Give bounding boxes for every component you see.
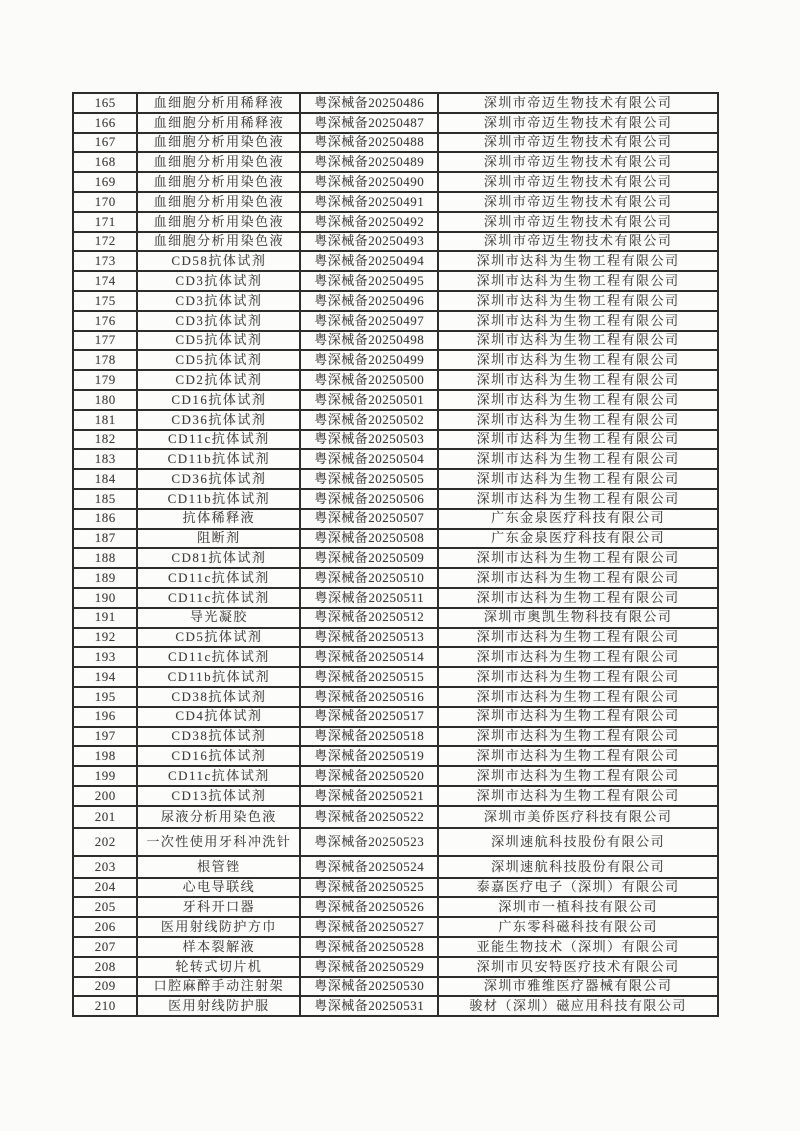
registration-number: 粤深械备20250493 xyxy=(300,232,438,252)
table-row xyxy=(73,897,718,917)
product-name: CD16抗体试剂 xyxy=(137,746,300,766)
registration-number: 粤深械备20250513 xyxy=(300,628,438,648)
registration-number: 粤深械备20250507 xyxy=(300,509,438,529)
registration-number: 粤深械备20250525 xyxy=(300,878,438,898)
registration-number: 粤深械备20250505 xyxy=(300,469,438,489)
company-name: 深圳市一植科技有限公司 xyxy=(438,897,718,917)
company-name: 深圳市贝安特医疗技术有限公司 xyxy=(438,957,718,977)
company-name: 深圳市达科为生物工程有限公司 xyxy=(438,628,718,648)
company-name: 深圳市达科为生物工程有限公司 xyxy=(438,350,718,370)
product-name: CD38抗体试剂 xyxy=(137,687,300,707)
company-name: 广东金泉医疗科技有限公司 xyxy=(438,509,718,529)
registration-number: 粤深械备20250496 xyxy=(300,291,438,311)
company-name: 深圳市达科为生物工程有限公司 xyxy=(438,568,718,588)
registration-number: 粤深械备20250529 xyxy=(300,957,438,977)
registration-number: 粤深械备20250523 xyxy=(300,828,438,856)
registration-number: 粤深械备20250508 xyxy=(300,529,438,549)
table-row xyxy=(73,806,718,828)
product-name: CD38抗体试剂 xyxy=(137,727,300,747)
registration-number: 粤深械备20250497 xyxy=(300,311,438,331)
registration-number: 粤深械备20250510 xyxy=(300,568,438,588)
row-number: 175 xyxy=(73,291,137,311)
company-name: 深圳市达科为生物工程有限公司 xyxy=(438,251,718,271)
company-name: 深圳市达科为生物工程有限公司 xyxy=(438,311,718,331)
company-name: 深圳市达科为生物工程有限公司 xyxy=(438,449,718,469)
product-name: CD11c抗体试剂 xyxy=(137,430,300,450)
row-number: 207 xyxy=(73,937,137,957)
registration-number: 粤深械备20250515 xyxy=(300,667,438,687)
table-row xyxy=(73,232,718,252)
registration-number: 粤深械备20250498 xyxy=(300,331,438,351)
company-name: 深圳市达科为生物工程有限公司 xyxy=(438,469,718,489)
row-number: 196 xyxy=(73,707,137,727)
table-row xyxy=(73,878,718,898)
registration-number: 粤深械备20250511 xyxy=(300,588,438,608)
registration-number: 粤深械备20250520 xyxy=(300,766,438,786)
registration-number: 粤深械备20250517 xyxy=(300,707,438,727)
registration-number: 粤深械备20250499 xyxy=(300,350,438,370)
product-name: 牙科开口器 xyxy=(137,897,300,917)
registration-number: 粤深械备20250521 xyxy=(300,786,438,806)
table-row xyxy=(73,529,718,549)
product-name: CD81抗体试剂 xyxy=(137,548,300,568)
company-name: 深圳市达科为生物工程有限公司 xyxy=(438,727,718,747)
company-name: 深圳市达科为生物工程有限公司 xyxy=(438,588,718,608)
row-number: 198 xyxy=(73,746,137,766)
row-number: 173 xyxy=(73,251,137,271)
table-row xyxy=(73,957,718,977)
table-row xyxy=(73,133,718,153)
registration-number: 粤深械备20250502 xyxy=(300,410,438,430)
registration-number: 粤深械备20250500 xyxy=(300,370,438,390)
registration-number: 粤深械备20250487 xyxy=(300,113,438,133)
table-row xyxy=(73,509,718,529)
registration-number: 粤深械备20250522 xyxy=(300,806,438,828)
row-number: 192 xyxy=(73,628,137,648)
table-row xyxy=(73,469,718,489)
registration-number: 粤深械备20250518 xyxy=(300,727,438,747)
row-number: 179 xyxy=(73,370,137,390)
company-name: 深圳市达科为生物工程有限公司 xyxy=(438,370,718,390)
row-number: 202 xyxy=(73,828,137,856)
table-row xyxy=(73,996,718,1016)
row-number: 181 xyxy=(73,410,137,430)
row-number: 166 xyxy=(73,113,137,133)
registration-number: 粤深械备20250492 xyxy=(300,212,438,232)
table-row xyxy=(73,152,718,172)
product-name: 一次性使用牙科冲洗针 xyxy=(137,828,300,856)
row-number: 174 xyxy=(73,271,137,291)
row-number: 165 xyxy=(73,93,137,113)
company-name: 深圳市达科为生物工程有限公司 xyxy=(438,271,718,291)
product-name: 血细胞分析用染色液 xyxy=(137,232,300,252)
table-row xyxy=(73,568,718,588)
row-number: 205 xyxy=(73,897,137,917)
table-row xyxy=(73,746,718,766)
company-name: 骏材（深圳）磁应用科技有限公司 xyxy=(438,996,718,1016)
registration-number: 粤深械备20250512 xyxy=(300,608,438,628)
product-name: 血细胞分析用染色液 xyxy=(137,192,300,212)
company-name: 深圳市达科为生物工程有限公司 xyxy=(438,291,718,311)
product-name: CD16抗体试剂 xyxy=(137,390,300,410)
company-name: 广东零科磁科技有限公司 xyxy=(438,917,718,937)
company-name: 泰嘉医疗电子（深圳）有限公司 xyxy=(438,878,718,898)
company-name: 深圳市帝迈生物技术有限公司 xyxy=(438,212,718,232)
registration-number: 粤深械备20250486 xyxy=(300,93,438,113)
table-row xyxy=(73,449,718,469)
product-name: CD3抗体试剂 xyxy=(137,311,300,331)
device-registry-table xyxy=(72,92,719,1017)
table-row xyxy=(73,687,718,707)
table-row xyxy=(73,192,718,212)
registration-number: 粤深械备20250504 xyxy=(300,449,438,469)
company-name: 深圳市达科为生物工程有限公司 xyxy=(438,489,718,509)
company-name: 深圳市帝迈生物技术有限公司 xyxy=(438,192,718,212)
table-row xyxy=(73,707,718,727)
company-name: 深圳市帝迈生物技术有限公司 xyxy=(438,93,718,113)
company-name: 深圳市达科为生物工程有限公司 xyxy=(438,687,718,707)
row-number: 197 xyxy=(73,727,137,747)
row-number: 203 xyxy=(73,856,137,878)
product-name: CD5抗体试剂 xyxy=(137,331,300,351)
row-number: 168 xyxy=(73,152,137,172)
table-row xyxy=(73,390,718,410)
row-number: 199 xyxy=(73,766,137,786)
company-name: 深圳市达科为生物工程有限公司 xyxy=(438,430,718,450)
table-row xyxy=(73,628,718,648)
row-number: 172 xyxy=(73,232,137,252)
row-number: 195 xyxy=(73,687,137,707)
registration-number: 粤深械备20250528 xyxy=(300,937,438,957)
company-name: 深圳市帝迈生物技术有限公司 xyxy=(438,152,718,172)
row-number: 171 xyxy=(73,212,137,232)
table-row xyxy=(73,172,718,192)
table-row xyxy=(73,937,718,957)
product-name: 阻断剂 xyxy=(137,529,300,549)
table-row xyxy=(73,212,718,232)
row-number: 182 xyxy=(73,430,137,450)
table-row xyxy=(73,93,718,113)
product-name: CD2抗体试剂 xyxy=(137,370,300,390)
company-name: 广东金泉医疗科技有限公司 xyxy=(438,529,718,549)
table-row xyxy=(73,856,718,878)
product-name: 血细胞分析用稀释液 xyxy=(137,93,300,113)
row-number: 208 xyxy=(73,957,137,977)
product-name: CD11c抗体试剂 xyxy=(137,588,300,608)
table-row xyxy=(73,350,718,370)
row-number: 186 xyxy=(73,509,137,529)
table-row xyxy=(73,667,718,687)
registration-number: 粤深械备20250490 xyxy=(300,172,438,192)
company-name: 深圳市帝迈生物技术有限公司 xyxy=(438,232,718,252)
company-name: 深圳市达科为生物工程有限公司 xyxy=(438,410,718,430)
product-name: 血细胞分析用稀释液 xyxy=(137,113,300,133)
registration-number: 粤深械备20250495 xyxy=(300,271,438,291)
product-name: CD5抗体试剂 xyxy=(137,350,300,370)
company-name: 深圳市雅维医疗器械有限公司 xyxy=(438,977,718,997)
row-number: 194 xyxy=(73,667,137,687)
table-row xyxy=(73,727,718,747)
row-number: 190 xyxy=(73,588,137,608)
row-number: 188 xyxy=(73,548,137,568)
row-number: 187 xyxy=(73,529,137,549)
registration-number: 粤深械备20250488 xyxy=(300,133,438,153)
product-name: 导光凝胶 xyxy=(137,608,300,628)
row-number: 189 xyxy=(73,568,137,588)
table-row xyxy=(73,430,718,450)
row-number: 176 xyxy=(73,311,137,331)
registration-number: 粤深械备20250491 xyxy=(300,192,438,212)
company-name: 深圳市达科为生物工程有限公司 xyxy=(438,667,718,687)
registration-number: 粤深械备20250514 xyxy=(300,647,438,667)
product-name: CD4抗体试剂 xyxy=(137,707,300,727)
registration-number: 粤深械备20250509 xyxy=(300,548,438,568)
company-name: 深圳市达科为生物工程有限公司 xyxy=(438,786,718,806)
row-number: 169 xyxy=(73,172,137,192)
registration-number: 粤深械备20250530 xyxy=(300,977,438,997)
company-name: 深圳市帝迈生物技术有限公司 xyxy=(438,113,718,133)
product-name: CD58抗体试剂 xyxy=(137,251,300,271)
product-name: 医用射线防护方巾 xyxy=(137,917,300,937)
table-row xyxy=(73,113,718,133)
product-name: CD11c抗体试剂 xyxy=(137,647,300,667)
company-name: 深圳市帝迈生物技术有限公司 xyxy=(438,172,718,192)
product-name: 样本裂解液 xyxy=(137,937,300,957)
registration-number: 粤深械备20250506 xyxy=(300,489,438,509)
table-row xyxy=(73,331,718,351)
row-number: 183 xyxy=(73,449,137,469)
product-name: 血细胞分析用染色液 xyxy=(137,172,300,192)
table-row xyxy=(73,489,718,509)
registration-number: 粤深械备20250503 xyxy=(300,430,438,450)
table-row xyxy=(73,608,718,628)
row-number: 184 xyxy=(73,469,137,489)
table-row xyxy=(73,291,718,311)
row-number: 193 xyxy=(73,647,137,667)
row-number: 209 xyxy=(73,977,137,997)
product-name: CD3抗体试剂 xyxy=(137,271,300,291)
table-row xyxy=(73,311,718,331)
product-name: 医用射线防护服 xyxy=(137,996,300,1016)
product-name: 口腔麻醉手动注射架 xyxy=(137,977,300,997)
table-row xyxy=(73,828,718,856)
company-name: 深圳市达科为生物工程有限公司 xyxy=(438,766,718,786)
company-name: 深圳市美侨医疗科技有限公司 xyxy=(438,806,718,828)
registration-number: 粤深械备20250527 xyxy=(300,917,438,937)
product-name: CD11b抗体试剂 xyxy=(137,667,300,687)
registration-number: 粤深械备20250526 xyxy=(300,897,438,917)
registration-number: 粤深械备20250501 xyxy=(300,390,438,410)
table-row xyxy=(73,786,718,806)
registration-number: 粤深械备20250516 xyxy=(300,687,438,707)
company-name: 深圳市达科为生物工程有限公司 xyxy=(438,746,718,766)
company-name: 深圳市达科为生物工程有限公司 xyxy=(438,707,718,727)
table-row xyxy=(73,977,718,997)
row-number: 201 xyxy=(73,806,137,828)
product-name: CD5抗体试剂 xyxy=(137,628,300,648)
product-name: CD36抗体试剂 xyxy=(137,410,300,430)
row-number: 185 xyxy=(73,489,137,509)
registration-number: 粤深械备20250531 xyxy=(300,996,438,1016)
company-name: 深圳速航科技股份有限公司 xyxy=(438,828,718,856)
company-name: 深圳市帝迈生物技术有限公司 xyxy=(438,133,718,153)
product-name: 血细胞分析用染色液 xyxy=(137,152,300,172)
row-number: 178 xyxy=(73,350,137,370)
registration-number: 粤深械备20250489 xyxy=(300,152,438,172)
row-number: 191 xyxy=(73,608,137,628)
table-row xyxy=(73,548,718,568)
table-row xyxy=(73,370,718,390)
row-number: 167 xyxy=(73,133,137,153)
row-number: 200 xyxy=(73,786,137,806)
product-name: CD3抗体试剂 xyxy=(137,291,300,311)
row-number: 170 xyxy=(73,192,137,212)
table-row xyxy=(73,251,718,271)
table-row xyxy=(73,766,718,786)
row-number: 204 xyxy=(73,878,137,898)
company-name: 亚能生物技术（深圳）有限公司 xyxy=(438,937,718,957)
product-name: CD11c抗体试剂 xyxy=(137,568,300,588)
table-row xyxy=(73,647,718,667)
registration-number: 粤深械备20250494 xyxy=(300,251,438,271)
row-number: 210 xyxy=(73,996,137,1016)
device-table-body xyxy=(73,93,718,1016)
product-name: CD11b抗体试剂 xyxy=(137,489,300,509)
row-number: 177 xyxy=(73,331,137,351)
company-name: 深圳市奥凯生物科技有限公司 xyxy=(438,608,718,628)
product-name: 抗体稀释液 xyxy=(137,509,300,529)
row-number: 180 xyxy=(73,390,137,410)
product-name: CD11b抗体试剂 xyxy=(137,449,300,469)
product-name: 心电导联线 xyxy=(137,878,300,898)
registration-number: 粤深械备20250519 xyxy=(300,746,438,766)
table-row xyxy=(73,271,718,291)
table-row xyxy=(73,410,718,430)
table-row xyxy=(73,588,718,608)
registration-number: 粤深械备20250524 xyxy=(300,856,438,878)
company-name: 深圳市达科为生物工程有限公司 xyxy=(438,390,718,410)
company-name: 深圳市达科为生物工程有限公司 xyxy=(438,647,718,667)
product-name: 血细胞分析用染色液 xyxy=(137,133,300,153)
product-name: 根管锉 xyxy=(137,856,300,878)
product-name: CD13抗体试剂 xyxy=(137,786,300,806)
company-name: 深圳市达科为生物工程有限公司 xyxy=(438,331,718,351)
product-name: 血细胞分析用染色液 xyxy=(137,212,300,232)
company-name: 深圳速航科技股份有限公司 xyxy=(438,856,718,878)
table-row xyxy=(73,917,718,937)
product-name: CD11c抗体试剂 xyxy=(137,766,300,786)
row-number: 206 xyxy=(73,917,137,937)
product-name: 轮转式切片机 xyxy=(137,957,300,977)
company-name: 深圳市达科为生物工程有限公司 xyxy=(438,548,718,568)
product-name: CD36抗体试剂 xyxy=(137,469,300,489)
product-name: 尿液分析用染色液 xyxy=(137,806,300,828)
